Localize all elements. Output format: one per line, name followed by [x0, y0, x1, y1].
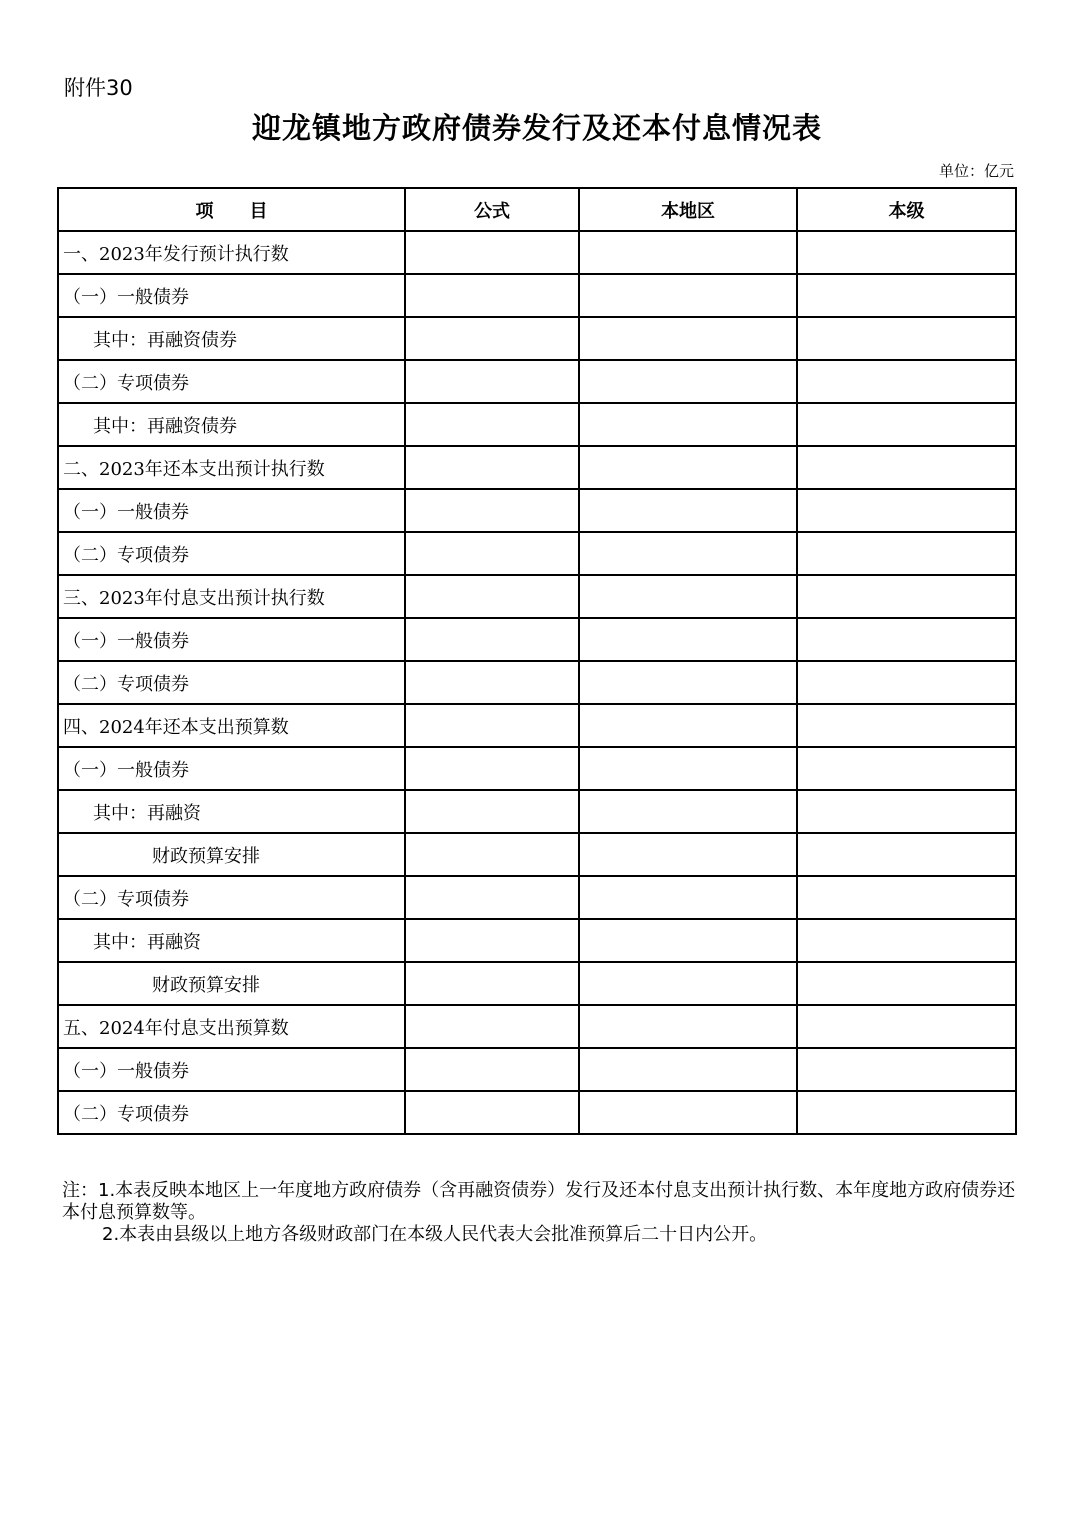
region-value-cell[interactable]	[579, 317, 797, 360]
page-title: 迎龙镇地方政府债券发行及还本付息情况表	[251, 111, 822, 145]
region-value-cell[interactable]	[579, 833, 797, 876]
row-label: 五、2024年付息支出预算数	[58, 1005, 405, 1048]
level-value-cell[interactable]	[797, 360, 1016, 403]
table-row	[58, 876, 1016, 919]
level-value-cell[interactable]	[797, 876, 1016, 919]
region-value-cell[interactable]	[579, 747, 797, 790]
region-value-cell[interactable]	[579, 575, 797, 618]
region-value-cell[interactable]	[579, 489, 797, 532]
region-value-cell[interactable]	[579, 1005, 797, 1048]
level-value-cell[interactable]	[797, 1091, 1016, 1134]
table-row	[58, 575, 1016, 618]
level-value-cell[interactable]	[797, 919, 1016, 962]
level-value-cell[interactable]	[797, 704, 1016, 747]
region-value-cell[interactable]	[579, 403, 797, 446]
table-row	[58, 747, 1016, 790]
row-label: 财政预算安排	[58, 833, 405, 876]
region-value-cell[interactable]	[579, 360, 797, 403]
region-value-cell[interactable]	[579, 661, 797, 704]
region-value-cell[interactable]	[579, 919, 797, 962]
level-value-cell[interactable]	[797, 446, 1016, 489]
debt-report-table	[57, 187, 1017, 1135]
region-value-cell[interactable]	[579, 962, 797, 1005]
table-row	[58, 1091, 1016, 1134]
row-label: （二）专项债券	[58, 876, 405, 919]
level-value-cell[interactable]	[797, 489, 1016, 532]
table-row	[58, 489, 1016, 532]
table-row	[58, 360, 1016, 403]
formula-cell[interactable]	[405, 317, 579, 360]
level-value-cell[interactable]	[797, 1048, 1016, 1091]
table-row	[58, 317, 1016, 360]
formula-cell[interactable]	[405, 962, 579, 1005]
level-value-cell[interactable]	[797, 317, 1016, 360]
row-label: 二、2023年还本支出预计执行数	[58, 446, 405, 489]
table-row	[58, 790, 1016, 833]
table-row	[58, 833, 1016, 876]
formula-cell[interactable]	[405, 403, 579, 446]
level-value-cell[interactable]	[797, 962, 1016, 1005]
row-label: （一）一般债券	[58, 1048, 405, 1091]
row-label: 一、2023年发行预计执行数	[58, 231, 405, 274]
formula-cell[interactable]	[405, 360, 579, 403]
table-body	[58, 231, 1016, 1134]
formula-cell[interactable]	[405, 1091, 579, 1134]
level-value-cell[interactable]	[797, 747, 1016, 790]
level-value-cell[interactable]	[797, 403, 1016, 446]
row-label: （一）一般债券	[58, 274, 405, 317]
footnotes	[62, 1180, 1017, 1246]
formula-cell[interactable]	[405, 575, 579, 618]
region-value-cell[interactable]	[579, 532, 797, 575]
row-label: （一）一般债券	[58, 618, 405, 661]
table-row	[58, 274, 1016, 317]
row-label: 三、2023年付息支出预计执行数	[58, 575, 405, 618]
level-value-cell[interactable]	[797, 575, 1016, 618]
column-header-level: 本级	[797, 188, 1016, 231]
formula-cell[interactable]	[405, 1005, 579, 1048]
level-value-cell[interactable]	[797, 231, 1016, 274]
column-header-formula: 公式	[405, 188, 579, 231]
region-value-cell[interactable]	[579, 618, 797, 661]
formula-cell[interactable]	[405, 747, 579, 790]
region-value-cell[interactable]	[579, 446, 797, 489]
row-label: 四、2024年还本支出预算数	[58, 704, 405, 747]
region-value-cell[interactable]	[579, 274, 797, 317]
region-value-cell[interactable]	[579, 231, 797, 274]
level-value-cell[interactable]	[797, 532, 1016, 575]
formula-cell[interactable]	[405, 661, 579, 704]
row-label: （二）专项债券	[58, 661, 405, 704]
table-row	[58, 1048, 1016, 1091]
table-row	[58, 919, 1016, 962]
formula-cell[interactable]	[405, 1048, 579, 1091]
row-label: （一）一般债券	[58, 747, 405, 790]
row-label: （二）专项债券	[58, 360, 405, 403]
formula-cell[interactable]	[405, 790, 579, 833]
region-value-cell[interactable]	[579, 1091, 797, 1134]
row-label: 其中：再融资债券	[58, 403, 405, 446]
formula-cell[interactable]	[405, 618, 579, 661]
region-value-cell[interactable]	[579, 1048, 797, 1091]
formula-cell[interactable]	[405, 446, 579, 489]
footnote-1: 注：1.本表反映本地区上一年度地方政府债券（含再融资债券）发行及还本付息支出预计执行数、本年度地方政府债券还本付息预算数等。	[62, 1180, 1016, 1223]
unit-label: 单位：亿元	[938, 162, 1014, 180]
row-label: 其中：再融资	[58, 790, 405, 833]
formula-cell[interactable]	[405, 704, 579, 747]
row-label: 财政预算安排	[58, 962, 405, 1005]
table-row	[58, 446, 1016, 489]
level-value-cell[interactable]	[797, 661, 1016, 704]
row-label: 其中：再融资	[58, 919, 405, 962]
row-label: 其中：再融资债券	[58, 317, 405, 360]
row-label: （一）一般债券	[58, 489, 405, 532]
column-header-region: 本地区	[579, 188, 797, 231]
table-row	[58, 532, 1016, 575]
formula-cell[interactable]	[405, 489, 579, 532]
region-value-cell[interactable]	[579, 704, 797, 747]
table-row	[58, 704, 1016, 747]
row-label: （二）专项债券	[58, 1091, 405, 1134]
formula-cell[interactable]	[405, 919, 579, 962]
row-label: （二）专项债券	[58, 532, 405, 575]
region-value-cell[interactable]	[579, 876, 797, 919]
table-row	[58, 962, 1016, 1005]
table-header-row	[58, 188, 1016, 231]
table-row	[58, 1005, 1016, 1048]
level-value-cell[interactable]	[797, 790, 1016, 833]
formula-cell[interactable]	[405, 833, 579, 876]
attachment-number: 附件30	[64, 76, 133, 100]
level-value-cell[interactable]	[797, 274, 1016, 317]
region-value-cell[interactable]	[579, 790, 797, 833]
formula-cell[interactable]	[405, 876, 579, 919]
table-row	[58, 661, 1016, 704]
table-row	[58, 231, 1016, 274]
table-row	[58, 403, 1016, 446]
column-header-item: 项 目	[58, 188, 405, 231]
footnote-2: 2.本表由县级以上地方各级财政部门在本级人民代表大会批准预算后二十日内公开。	[102, 1224, 768, 1245]
level-value-cell[interactable]	[797, 618, 1016, 661]
table-row	[58, 618, 1016, 661]
formula-cell[interactable]	[405, 231, 579, 274]
formula-cell[interactable]	[405, 274, 579, 317]
formula-cell[interactable]	[405, 532, 579, 575]
level-value-cell[interactable]	[797, 1005, 1016, 1048]
level-value-cell[interactable]	[797, 833, 1016, 876]
